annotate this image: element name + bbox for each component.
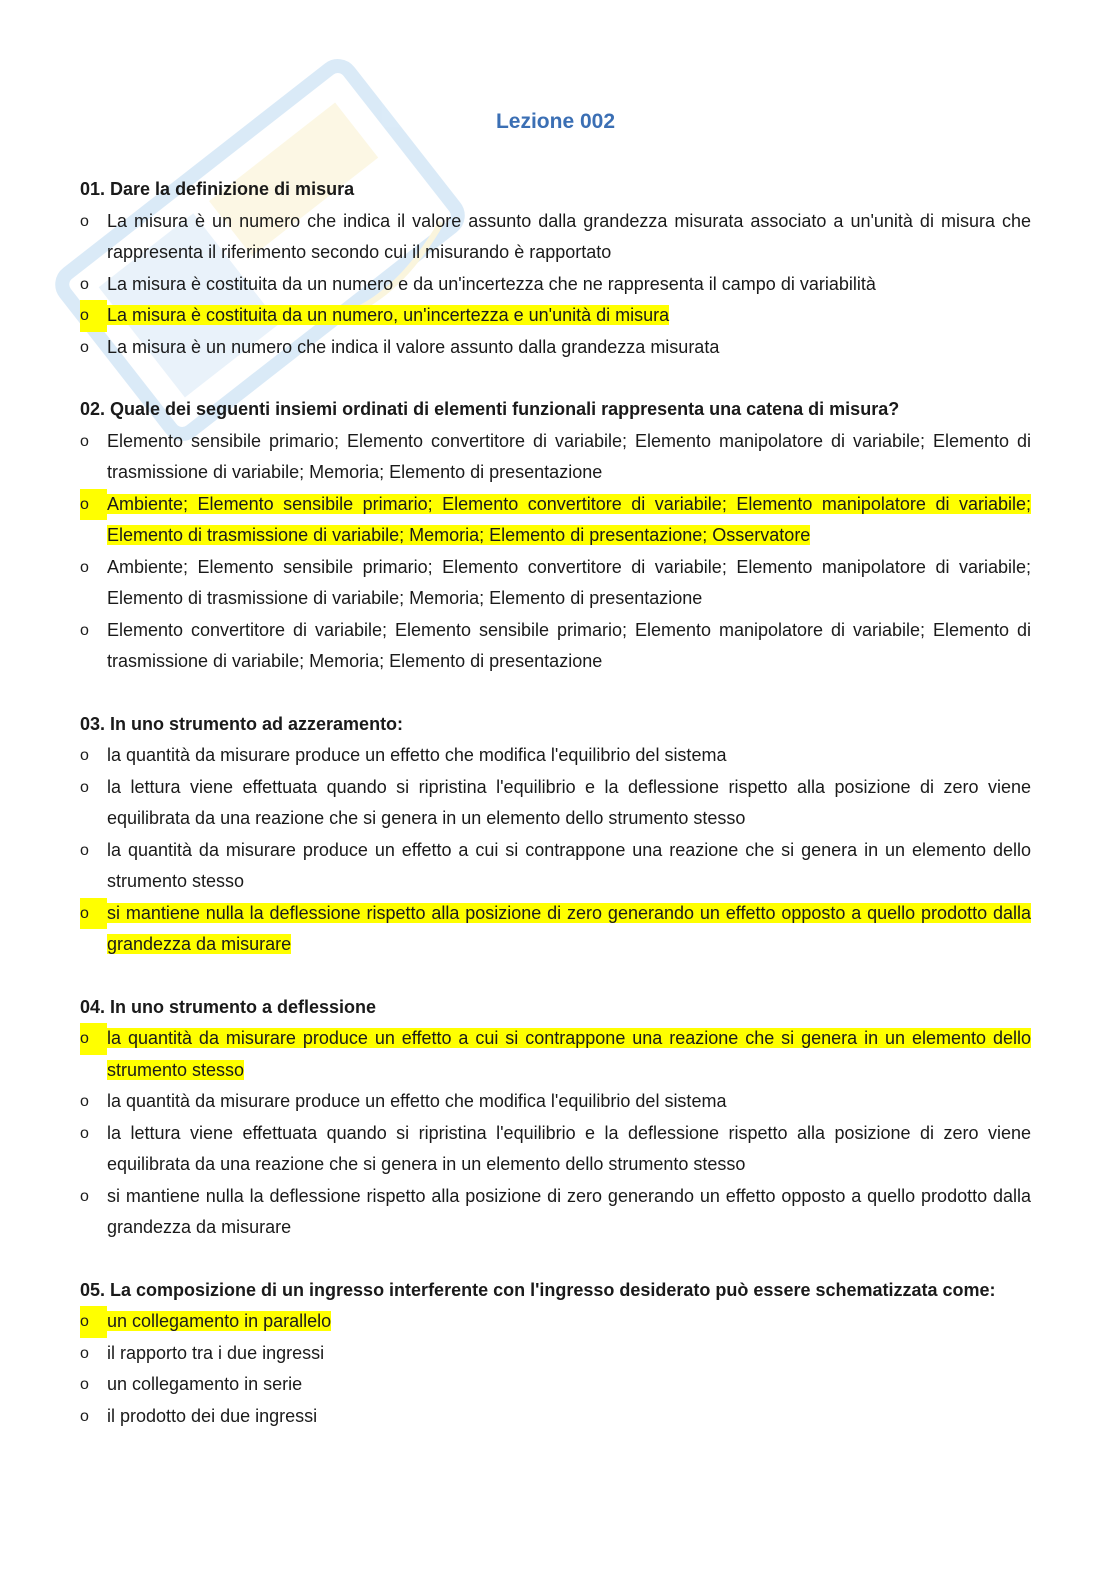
answer-text: si mantiene nulla la deflessione rispetto alla posizione di zero generando un effetto opposto a quello prodotto dalla grandezza da misurare [107,902,1031,954]
answer-option[interactable] [80,206,1031,269]
circle-bullet-icon: o [80,338,89,356]
answer-text: si mantiene nulla la deflessione rispetto alla posizione di zero generando un effetto opposto a quello prodotto dalla grandezza da misurare [107,1185,1031,1237]
answer-option[interactable] [80,1181,1031,1244]
question-text: 02. Quale dei seguenti insiemi ordinati di elementi funzionali rappresenta una catena di misura? [80,399,900,419]
answer-text: la lettura viene effettuata quando si ripristina l'equilibrio e la deflessione rispetto alla posizione di zero viene equilibrata da una reazione che si genera in un elemento dello strumento stesso [107,1122,1031,1174]
circle-bullet-icon: o [80,1376,89,1393]
answer-option-correct[interactable] [80,898,1031,961]
answer-text: Ambiente; Elemento sensibile primario; Elemento convertitore di variabile; Elemento manipolatore di variabile; Elemento di trasmissione di variabile; Memoria; Elemento di presentazione; Osservatore [107,493,1031,545]
answer-text: Elemento convertitore di variabile; Elemento sensibile primario; Elemento manipolatore di variabile; Elemento di trasmissione di variabile; Memoria; Elemento di presentazione [107,619,1031,671]
question-list [80,174,1031,1463]
circle-bullet-icon: o [80,898,107,930]
answer-text: Elemento sensibile primario; Elemento convertitore di variabile; Elemento manipolatore di variabile; Elemento di trasmissione di variabile; Memoria; Elemento di presentazione [107,430,1031,482]
answer-option[interactable] [80,1086,1031,1118]
answer-text: La misura è un numero che indica il valore assunto dalla grandezza misurata associato a un'unità di misura che rappresenta il riferimento secondo cui il misurando è rapportato [107,210,1031,262]
circle-bullet-icon: o [80,1407,89,1425]
question-block [80,992,1031,1244]
answer-option[interactable] [80,269,1031,301]
question-block [80,394,1031,678]
circle-bullet-icon: o [80,1023,107,1055]
answer-option-correct[interactable] [80,300,1031,332]
circle-bullet-icon: o [80,1306,107,1338]
answer-option[interactable] [80,1401,1031,1433]
page-title: Lezione 002 [495,110,616,133]
circle-bullet-icon: o [80,489,107,521]
answer-text: La misura è un numero che indica il valore assunto dalla grandezza misurata [107,336,720,357]
answer-text: La misura è costituita da un numero, un'incertezza e un'unità di misura [107,305,670,325]
answer-text: il prodotto dei due ingressi [107,1405,318,1426]
circle-bullet-icon: o [80,275,89,293]
answer-option[interactable] [80,772,1031,835]
question-text: 05. La composizione di un ingresso interferente con l'ingresso desiderato può essere schematizzata come: [80,1279,996,1300]
circle-bullet-icon: o [80,1344,89,1362]
question-block [80,1275,1031,1433]
circle-bullet-icon: o [80,1093,89,1110]
answer-text: la quantità da misurare produce un effetto che modifica l'equilibrio del sistema [107,1091,727,1111]
question-block [80,709,1031,961]
question-text: 03. In uno strumento ad azzeramento: [80,713,404,734]
answer-text: la lettura viene effettuata quando si ripristina l'equilibrio e la deflessione rispetto alla posizione di zero viene equilibrata da una reazione che si genera in un elemento dello strumento stesso [107,776,1031,828]
circle-bullet-icon: o [80,621,89,639]
answer-option[interactable] [80,1118,1031,1181]
answer-text: la quantità da misurare produce un effetto che modifica l'equilibrio del sistema [107,745,727,765]
circle-bullet-icon: o [80,1187,89,1205]
answer-option-correct[interactable] [80,489,1031,552]
circle-bullet-icon: o [80,300,107,332]
answer-option[interactable] [80,332,1031,364]
circle-bullet-icon: o [80,1124,89,1142]
answer-text: Ambiente; Elemento sensibile primario; Elemento convertitore di variabile; Elemento manipolatore di variabile; Elemento di trasmissione di variabile; Memoria; Elemento di presentazione [107,556,1031,608]
answer-option[interactable] [80,615,1031,678]
answer-option[interactable] [80,740,1031,772]
answer-option-correct[interactable] [80,1023,1031,1086]
answer-option-correct[interactable] [80,1306,1031,1338]
answer-option[interactable] [80,552,1031,615]
circle-bullet-icon: o [80,841,89,859]
circle-bullet-icon: o [80,778,89,796]
question-block [80,174,1031,363]
answer-text: la quantità da misurare produce un effetto a cui si contrappone una reazione che si genera in un elemento dello strumento stesso [107,839,1031,891]
circle-bullet-icon: o [80,432,89,450]
answer-option[interactable] [80,1338,1031,1370]
answer-text: un collegamento in serie [107,1374,303,1394]
circle-bullet-icon: o [80,747,89,764]
question-text: 04. In uno strumento a deflessione [80,996,377,1017]
question-text: 01. Dare la definizione di misura [80,179,355,199]
answer-option[interactable] [80,835,1031,898]
answer-option[interactable] [80,426,1031,489]
circle-bullet-icon: o [80,558,89,576]
answer-text: La misura è costituita da un numero e da un'incertezza che ne rappresenta il campo di variabilità [107,273,876,294]
answer-text: la quantità da misurare produce un effetto a cui si contrappone una reazione che si genera in un elemento dello strumento stesso [107,1028,1031,1080]
circle-bullet-icon: o [80,212,89,230]
answer-text: il rapporto tra i due ingressi [107,1342,325,1363]
answer-text: un collegamento in parallelo [107,1311,332,1331]
answer-option[interactable] [80,1369,1031,1401]
